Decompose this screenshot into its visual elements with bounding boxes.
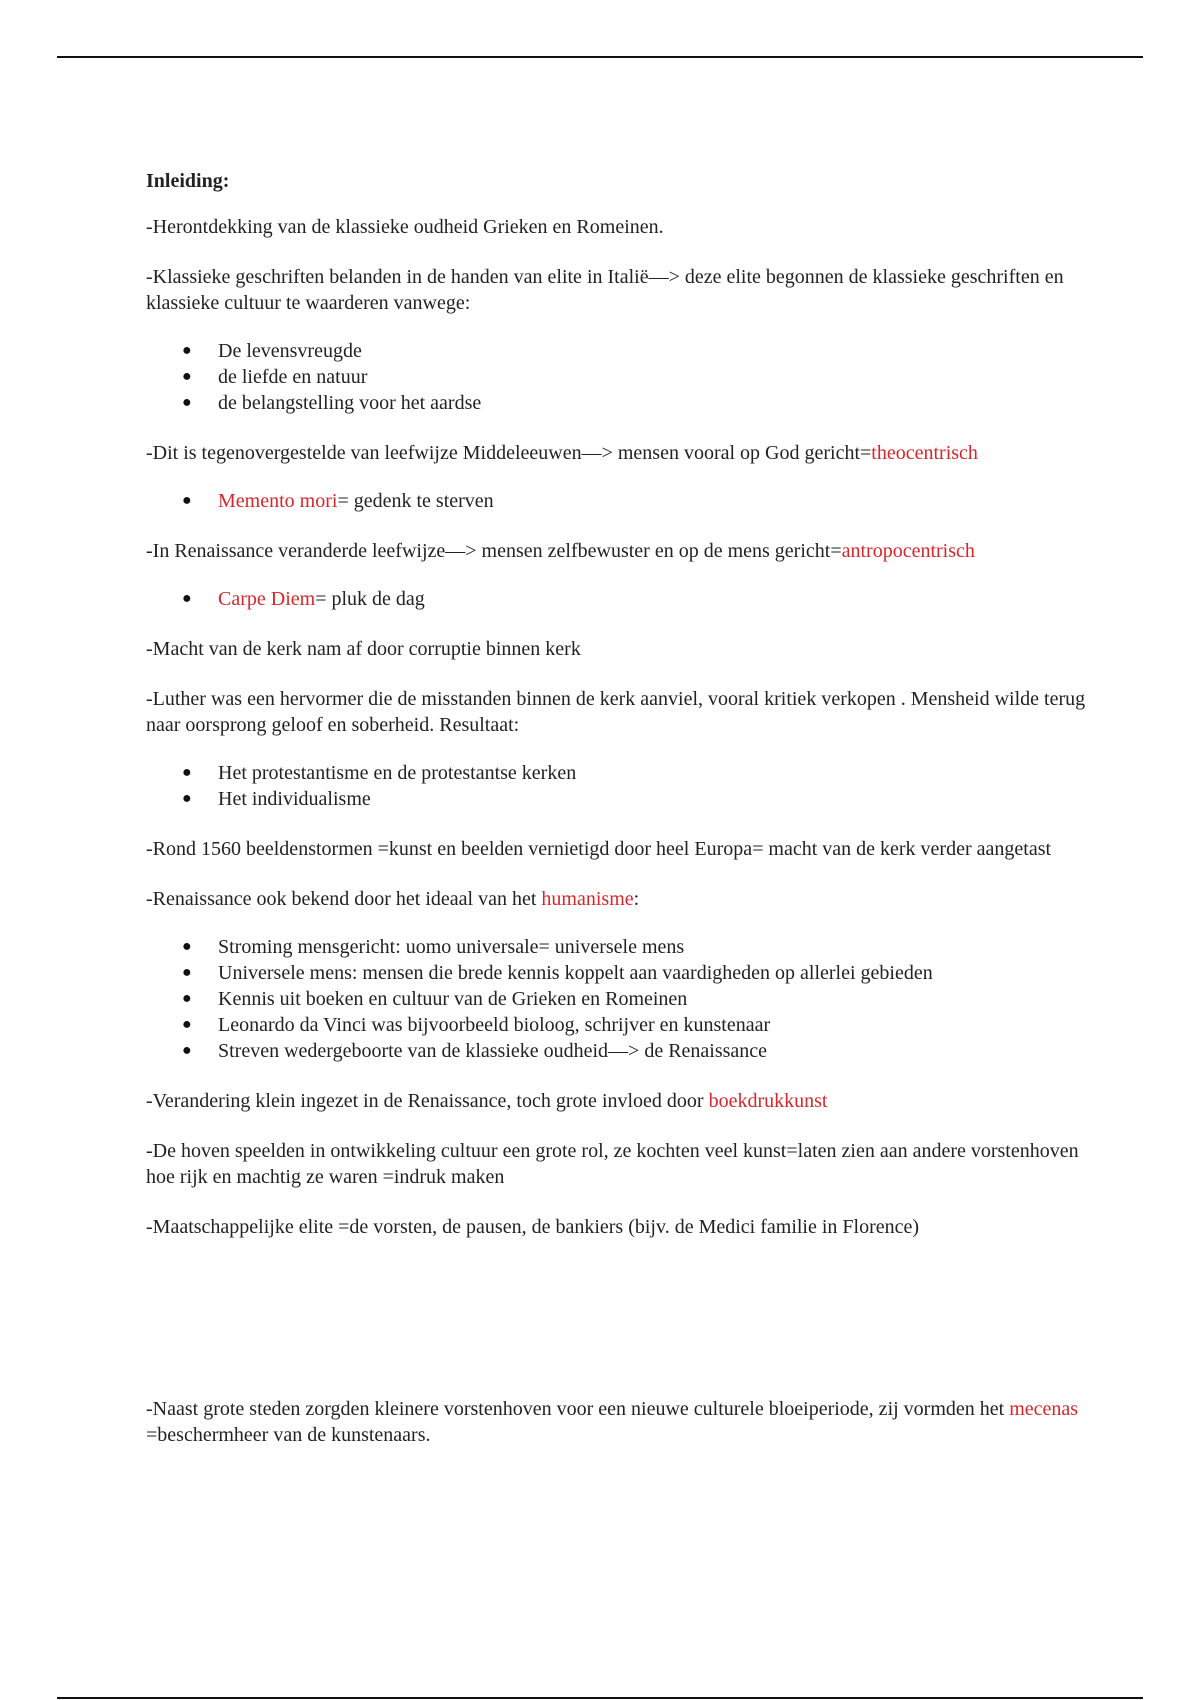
term-boekdrukkunst: boekdrukkunst	[708, 1090, 828, 1112]
term-theocentrisch: theocentrisch	[871, 442, 978, 464]
list-item-text: = gedenk te sterven	[337, 490, 494, 512]
paragraph-hoven: -De hoven speelden in ontwikkeling cultuur een grote rol, ze kochten veel kunst=laten zien aan andere vorstenhoven hoe rijk en machtig ze waren =indruk maken	[146, 1140, 1079, 1188]
paragraph-text: -Renaissance ook bekend door het ideaal van het	[146, 888, 542, 910]
term-carpe-diem: Carpe Diem	[218, 588, 316, 610]
list-item: ● Leonardo da Vinci was bijvoorbeeld bioloog, schrijver en kunstenaar	[146, 1012, 1086, 1038]
paragraph-renaissance-leefwijze	[146, 538, 1086, 564]
term-antropocentrisch: antropocentrisch	[841, 540, 975, 562]
list-item: ● Universele mens: mensen die brede kennis koppelt aan vaardigheden op allerlei gebieden	[146, 960, 1086, 986]
term-mecenas: mecenas	[1009, 1398, 1079, 1420]
paragraph-macht-kerk: -Macht van de kerk nam af door corruptie binnen kerk	[146, 638, 581, 660]
list-item-text: = pluk de dag	[315, 588, 425, 610]
document-body	[146, 168, 1086, 1472]
list-item: ● De levensvreugde	[146, 338, 1086, 364]
paragraph-klassieke-geschriften: -Klassieke geschriften belanden in de handen van elite in Italië—> deze elite begonnen de klassieke geschriften en klassieke cultuur te waarderen vanwege:	[146, 266, 1064, 314]
paragraph-text: -Verandering klein ingezet in de Renaissance, toch grote invloed door	[146, 1090, 709, 1112]
paragraph-mecenas	[146, 1396, 1086, 1448]
paragraph-boekdrukkunst	[146, 1088, 1086, 1114]
spacer	[146, 1264, 1086, 1396]
section-heading: Inleiding:	[146, 170, 230, 192]
list-humanisme	[146, 934, 1086, 1064]
list-memento-mori	[146, 488, 1086, 514]
paragraph-text: -Dit is tegenovergestelde van leefwijze Middeleeuwen—> mensen vooral op God gericht=	[146, 442, 872, 464]
paragraph-luther: -Luther was een hervormer die de misstanden binnen de kerk aanviel, vooral kritiek verkopen . Mensheid wilde terug naar oorsprong geloof en soberheid. Resultaat:	[146, 688, 1086, 736]
paragraph-text-after: :	[633, 888, 640, 910]
list-item: ● Het individualisme	[146, 786, 1086, 812]
list-item: ● Stroming mensgericht: uomo universale= universele mens	[146, 934, 1086, 960]
paragraph-text: -In Renaissance veranderde leefwijze—> mensen zelfbewuster en op de mens gericht=	[146, 540, 842, 562]
list-item: ● de liefde en natuur	[146, 364, 1086, 390]
paragraph-text-after: =beschermheer van de kunstenaars.	[146, 1424, 431, 1446]
list-item	[146, 488, 1086, 514]
paragraph-middeleeuwen	[146, 440, 1086, 466]
list-item	[146, 586, 1086, 612]
list-resultaat	[146, 760, 1086, 812]
list-item: ● Streven wedergeboorte van de klassieke oudheid—> de Renaissance	[146, 1038, 1086, 1064]
paragraph-humanisme	[146, 886, 1086, 912]
paragraph-beeldenstormen: -Rond 1560 beeldenstormen =kunst en beelden vernietigd door heel Europa= macht van de kerk verder aangetast	[146, 838, 1052, 860]
list-item: ● Kennis uit boeken en cultuur van de Grieken en Romeinen	[146, 986, 1086, 1012]
list-carpe-diem	[146, 586, 1086, 612]
list-waardering	[146, 338, 1086, 416]
list-item: ● de belangstelling voor het aardse	[146, 390, 1086, 416]
bottom-rule	[57, 1697, 1143, 1699]
top-rule	[57, 56, 1143, 58]
paragraph-elite: -Maatschappelijke elite =de vorsten, de pausen, de bankiers (bijv. de Medici familie in Florence)	[146, 1216, 920, 1238]
paragraph-herontdekking: -Herontdekking van de klassieke oudheid Grieken en Romeinen.	[146, 216, 664, 238]
term-humanisme: humanisme	[541, 888, 634, 910]
list-item: ● Het protestantisme en de protestantse kerken	[146, 760, 1086, 786]
paragraph-text: -Naast grote steden zorgden kleinere vorstenhoven voor een nieuwe culturele bloeiperiode, zij vormden het	[146, 1398, 1010, 1420]
term-memento-mori: Memento mori	[218, 490, 338, 512]
